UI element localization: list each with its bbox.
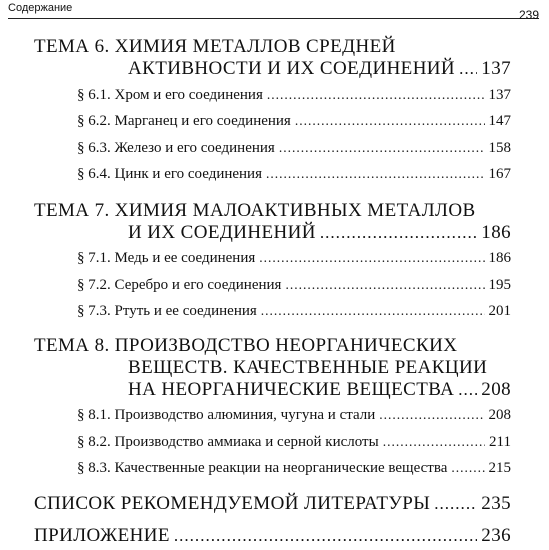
running-head-page-number: 239 bbox=[518, 8, 539, 22]
section-8-2-entry bbox=[77, 434, 511, 451]
section-6-1-title: § 6.1. Хром и его соединения bbox=[77, 87, 263, 103]
dot-leader bbox=[451, 460, 484, 476]
chapter-6-title-line-2: АКТИВНОСТИ И ИХ СОЕДИНЕНИЙ bbox=[128, 58, 456, 79]
section-7-2-title: § 7.2. Серебро и его соединения bbox=[77, 277, 282, 293]
chapter-8-entry bbox=[34, 335, 511, 401]
section-6-3-entry bbox=[77, 140, 511, 157]
section-7-3-page: 201 bbox=[488, 303, 511, 319]
dot-leader bbox=[266, 166, 485, 182]
section-6-2-title: § 6.2. Марганец и его соединения bbox=[77, 113, 291, 129]
section-8-3-title: § 8.3. Качественные реакции на неорганические вещества bbox=[77, 460, 448, 476]
section-6-3-page: 158 bbox=[488, 140, 511, 156]
dot-leader bbox=[279, 140, 485, 156]
dot-leader bbox=[320, 222, 477, 244]
section-6-3-title: § 6.3. Железо и его соединения bbox=[77, 140, 275, 156]
dot-leader bbox=[383, 434, 485, 450]
chapter-7-page: 186 bbox=[481, 222, 511, 243]
dot-leader bbox=[285, 277, 484, 293]
chapter-6-title-line-1: ТЕМА 6. ХИМИЯ МЕТАЛЛОВ СРЕДНЕЙ bbox=[34, 36, 396, 57]
dot-leader bbox=[459, 58, 477, 80]
chapter-6-title-row bbox=[34, 58, 511, 80]
bibliography-page: 235 bbox=[481, 493, 511, 514]
chapter-8-title-line-1: ТЕМА 8. ПРОИЗВОДСТВО НЕОРГАНИЧЕСКИХ bbox=[34, 335, 458, 356]
dot-leader bbox=[458, 379, 477, 401]
section-6-2-page: 147 bbox=[488, 113, 511, 129]
bibliography-title: СПИСОК РЕКОМЕНДУЕМОЙ ЛИТЕРАТУРЫ bbox=[34, 493, 431, 514]
section-6-1-page: 137 bbox=[488, 87, 511, 103]
section-7-3-title: § 7.3. Ртуть и ее соединения bbox=[77, 303, 257, 319]
section-8-2-page: 211 bbox=[489, 434, 511, 450]
appendix-entry bbox=[34, 525, 511, 547]
section-6-4-entry bbox=[77, 166, 511, 183]
chapter-8-title-row bbox=[34, 379, 511, 401]
chapter-7-title-line-2: И ИХ СОЕДИНЕНИЙ bbox=[128, 222, 316, 243]
chapter-7-title-line-1: ТЕМА 7. ХИМИЯ МАЛОАКТИВНЫХ МЕТАЛЛОВ bbox=[34, 200, 476, 221]
dot-leader bbox=[259, 250, 484, 266]
running-head bbox=[8, 2, 539, 22]
section-8-1-page: 208 bbox=[488, 407, 511, 423]
dot-leader bbox=[379, 407, 484, 423]
section-8-1-title: § 8.1. Производство алюминия, чугуна и стали bbox=[77, 407, 376, 423]
section-7-2-entry bbox=[77, 277, 511, 294]
dot-leader bbox=[261, 303, 485, 319]
chapter-7-entry bbox=[34, 200, 511, 244]
dot-leader bbox=[267, 87, 485, 103]
bibliography-entry bbox=[34, 493, 511, 515]
appendix-title: ПРИЛОЖЕНИЕ bbox=[34, 525, 170, 546]
chapter-8-title-line-3: НА НЕОРГАНИЧЕСКИЕ ВЕЩЕСТВА bbox=[128, 379, 455, 400]
chapter-7-title-row bbox=[34, 222, 511, 244]
section-7-1-entry bbox=[77, 250, 511, 267]
section-6-4-title: § 6.4. Цинк и его соединения bbox=[77, 166, 262, 182]
section-6-2-entry bbox=[77, 113, 511, 130]
chapter-6-page: 137 bbox=[481, 58, 511, 79]
section-8-1-entry bbox=[77, 407, 511, 424]
chapter-8-title-line-2: ВЕЩЕСТВ. КАЧЕСТВЕННЫЕ РЕАКЦИИ bbox=[128, 357, 488, 378]
section-6-1-entry bbox=[77, 87, 511, 104]
chapter-8-page: 208 bbox=[481, 379, 511, 400]
dot-leader bbox=[174, 526, 477, 546]
section-8-2-title: § 8.2. Производство аммиака и серной кислоты bbox=[77, 434, 379, 450]
section-8-3-entry bbox=[77, 460, 511, 477]
section-7-1-page: 186 bbox=[488, 250, 511, 266]
running-head-title: Содержание bbox=[8, 2, 73, 14]
section-7-1-title: § 7.1. Медь и ее соединения bbox=[77, 250, 256, 266]
dot-leader bbox=[295, 113, 485, 129]
section-7-3-entry bbox=[77, 303, 511, 320]
dot-leader bbox=[434, 494, 477, 514]
section-6-4-page: 167 bbox=[488, 166, 511, 182]
section-7-2-page: 195 bbox=[488, 277, 511, 293]
section-8-3-page: 215 bbox=[488, 460, 511, 476]
chapter-6-entry bbox=[34, 36, 511, 80]
appendix-page: 236 bbox=[481, 525, 511, 546]
